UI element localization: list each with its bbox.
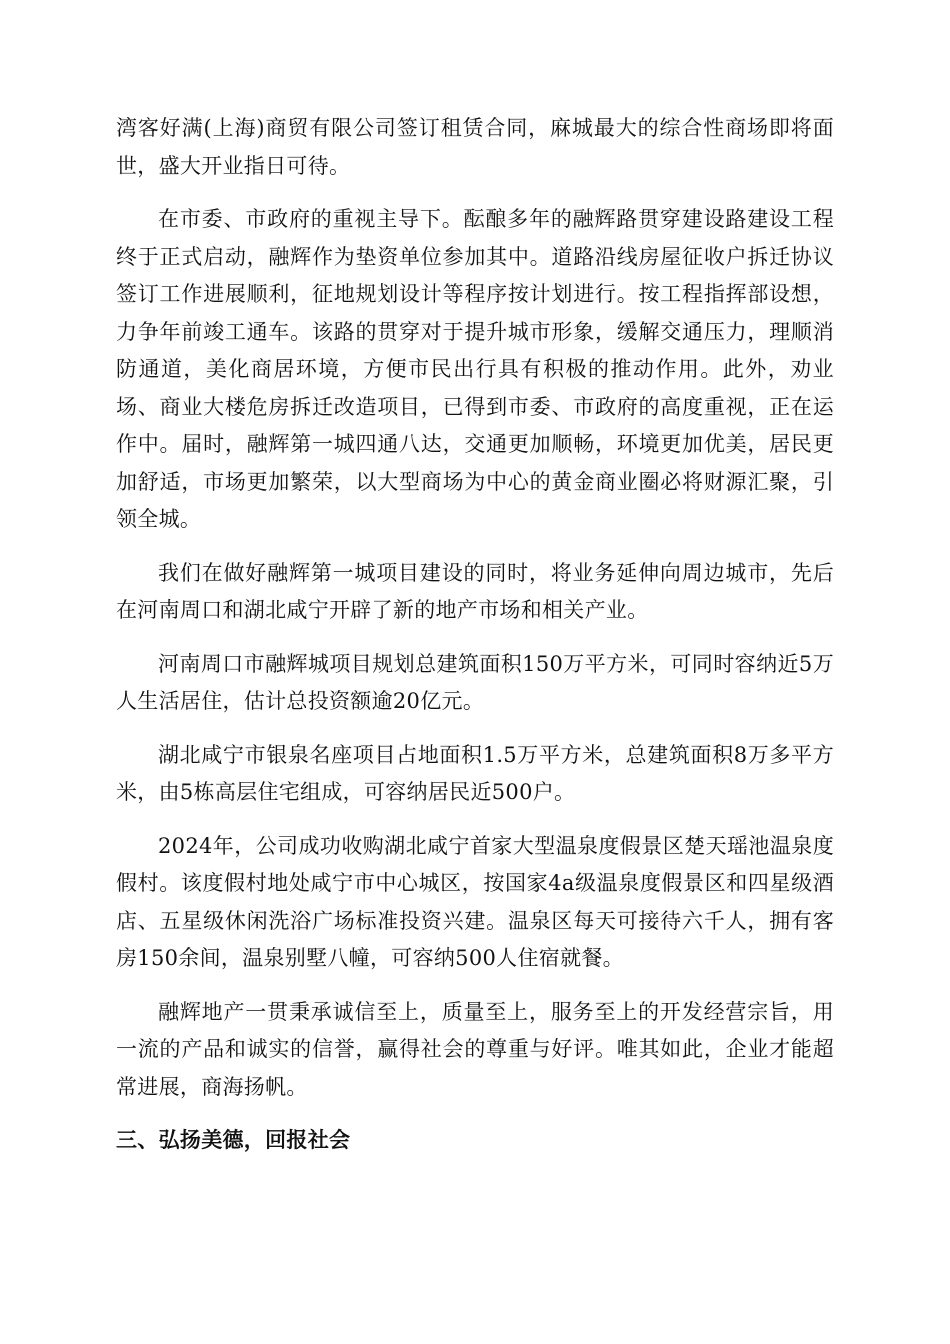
paragraph-company-philosophy: 融辉地产一贯秉承诚信至上，质量至上，服务至上的开发经营宗旨，用一流的产品和诚实的信誉，赢得社会的尊重与好评。唯其如此，企业才能超常进展，商海扬帆。 (116, 999, 834, 1099)
paragraph-expansion: 我们在做好融辉第一城项目建设的同时，将业务延伸向周边城市，先后在河南周口和湖北咸宁开辟了新的地产市场和相关产业。 (116, 560, 834, 622)
paragraph-xianning-project: 湖北咸宁市银泉名座项目占地面积1.5万平方米，总建筑面积8万多平方米，由5栋高层住宅组成，可容纳居民近500户。 (116, 742, 834, 804)
paragraph-road-project: 在市委、市政府的重视主导下。酝酿多年的融辉路贯穿建设路建设工程终于正式启动，融辉作为垫资单位参加其中。道路沿线房屋征收户拆迁协议签订工作进展顺利，征地规划设计等程序按计划进行。按工程指挥部设想，力争年前竣工通车。该路的贯穿对于提升城市形象，缓解交通压力，理顺消防通道，美化商居环境，方便市民出行具有积极的推动作用。此外，劝业场、商业大楼危房拆迁改造项目，已得到市委、市政府的高度重视，正在运作中。届时，融辉第一城四通八达，交通更加顺畅，环境更加优美，居民更加舒适，市场更加繁荣，以大型商场为中心的黄金商业圈必将财源汇聚，引领全城。 (116, 207, 834, 531)
section-heading: 三、弘扬美德，回报社会 (116, 1128, 351, 1152)
document-body (116, 110, 834, 1160)
paragraph-zhoukou-project: 河南周口市融辉城项目规划总建筑面积150万平方米，可同时容纳近5万人生活居住，估计总投资额逾20亿元。 (116, 651, 834, 713)
paragraph-hot-spring-acquisition: 2024年，公司成功收购湖北咸宁首家大型温泉度假景区楚天瑶池温泉度假村。该度假村地处咸宁市中心城区，按国家4a级温泉度假景区和四星级酒店、五星级休闲洗浴广场标准投资兴建。温泉区每天可接待六千人，拥有客房150余间，温泉别墅八幢，可容纳500人住宿就餐。 (116, 833, 834, 970)
paragraph-continuation: 湾客好满(上海)商贸有限公司签订租赁合同，麻城最大的综合性商场即将面世，盛大开业指日可待。 (116, 116, 834, 178)
